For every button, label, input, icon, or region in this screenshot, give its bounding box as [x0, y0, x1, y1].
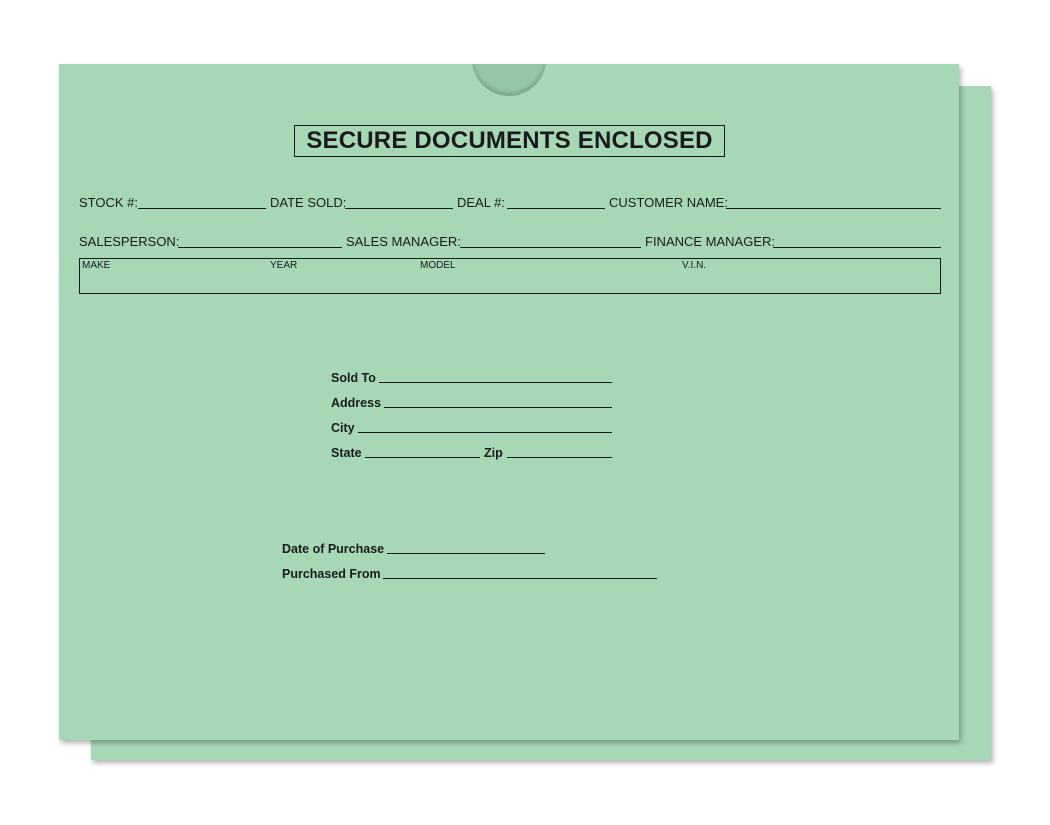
sold-to-field[interactable] [379, 382, 612, 383]
salesperson-label: SALESPERSON: [79, 234, 180, 249]
date-of-purchase-field[interactable] [387, 553, 545, 554]
make-label: MAKE [82, 260, 111, 271]
zip-field[interactable] [507, 457, 612, 458]
sold-to-label: Sold To [331, 371, 376, 385]
finance-manager-label: FINANCE MANAGER: [645, 234, 776, 249]
sales-manager-label: SALES MANAGER: [346, 234, 461, 249]
customer-name-label: CUSTOMER NAME: [609, 195, 728, 210]
form-title: SECURE DOCUMENTS ENCLOSED [294, 125, 725, 157]
date-sold-label: DATE SOLD: [270, 195, 347, 210]
city-label: City [331, 421, 355, 435]
purchased-from-field[interactable] [383, 578, 657, 579]
salesperson-field[interactable] [178, 247, 342, 248]
address-field[interactable] [384, 407, 612, 408]
stock-field[interactable] [138, 208, 266, 209]
stock-label: STOCK #: [79, 195, 139, 210]
envelope-front [59, 64, 959, 740]
zip-label: Zip [484, 446, 503, 460]
purchased-from-label: Purchased From [282, 567, 381, 581]
thumb-notch [472, 64, 546, 96]
year-label: YEAR [270, 260, 298, 271]
vin-label: V.I.N. [682, 260, 707, 271]
state-field[interactable] [365, 457, 480, 458]
vehicle-info-box[interactable] [79, 258, 941, 294]
city-field[interactable] [358, 432, 612, 433]
date-sold-field[interactable] [345, 208, 453, 209]
model-label: MODEL [420, 260, 456, 271]
customer-name-field[interactable] [726, 208, 941, 209]
deal-label: DEAL #: [457, 195, 505, 210]
deal-field[interactable] [507, 208, 605, 209]
date-of-purchase-label: Date of Purchase [282, 542, 385, 556]
address-label: Address [331, 396, 382, 410]
state-label: State [331, 446, 362, 460]
sales-manager-field[interactable] [460, 247, 641, 248]
finance-manager-field[interactable] [773, 247, 941, 248]
